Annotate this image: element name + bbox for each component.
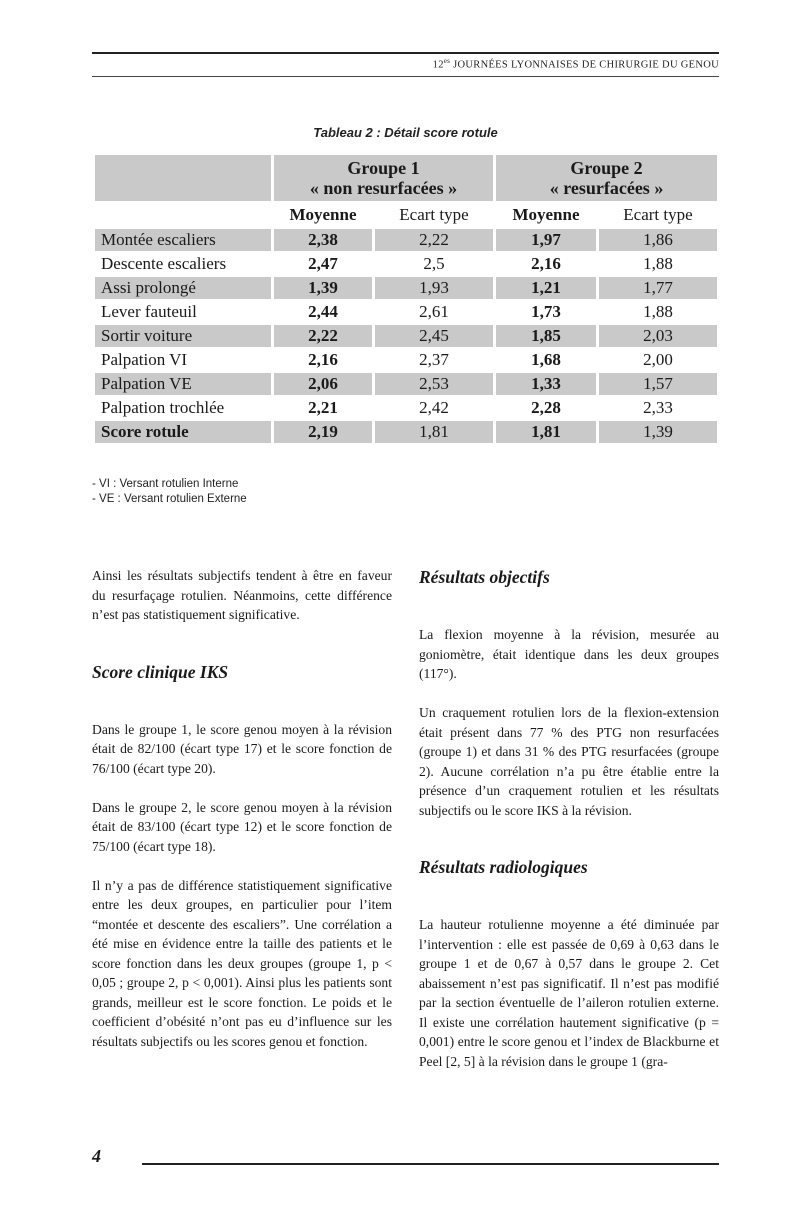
row-label: Palpation VE (95, 373, 271, 395)
table-row (95, 253, 717, 275)
group1-ecart-value: 2,5 (423, 254, 445, 273)
table-row (95, 421, 717, 443)
row-label: Palpation trochlée (101, 398, 225, 417)
group1-ecart-header: Ecart type (399, 205, 469, 224)
group2-moyenne-value: 1,68 (531, 350, 561, 369)
paragraph: La hauteur rotulienne moyenne a été diminuée par l’intervention : elle est passée de 0,69 à 0,63 dans le groupe 1 et de 0,67 à 0,57 dans le groupe 2. Cet abaissement n’est pas significatif. Il n’est pas modifié par la section éventuelle de l’aileron rotulien externe. Il existe une corrélation hautement significative (p = 0,001) entre le score genou et l’index de Blackburne et Peel [2, 5] à la révision dans le groupe 1 (gra- (419, 917, 719, 1069)
group2-ecart-value: 1,57 (599, 373, 717, 395)
running-header (433, 57, 719, 71)
group1-subtitle: « non resurfacées » (309, 178, 458, 198)
group1-moyenne-value: 1,39 (274, 277, 372, 299)
group1-header (274, 155, 493, 201)
table-row (95, 277, 717, 299)
intro-paragraph: Ainsi les résultats subjectifs tendent à être en faveur du resurfaçage rotulien. Néanmoins, cette différence n’est pas statistiquement significative. (92, 568, 392, 622)
table-row (95, 373, 717, 395)
row-label: Palpation VI (101, 350, 188, 369)
header-rule-top (92, 52, 719, 54)
group2-title: Groupe 2 (570, 158, 643, 178)
group1-ecart-value: 2,61 (419, 302, 449, 321)
table-note: - VI : Versant rotulien Interne (92, 478, 239, 490)
paragraph: Dans le groupe 2, le score genou moyen à la révision était de 83/100 (écart type 12) et le score fonction de 75/100 (écart type 18). (92, 799, 392, 854)
group2-moyenne-value: 2,28 (531, 398, 561, 417)
paragraph: La flexion moyenne à la révision, mesurée au goniomètre, était identique dans les deux groupes (117°). (419, 627, 719, 681)
table-row (95, 397, 717, 419)
group1-moyenne-value: 2,22 (274, 325, 372, 347)
page-number: 4 (92, 1146, 101, 1166)
footer-rule (142, 1163, 719, 1165)
section-heading-objectifs: Résultats objectifs (419, 567, 550, 587)
group1-ecart-value: 1,93 (375, 277, 493, 299)
group2-subtitle: « resurfacées » (549, 178, 664, 198)
group2-ecart-header: Ecart type (623, 205, 693, 224)
row-label: Lever fauteuil (101, 302, 197, 321)
table-subheader-row (95, 203, 717, 227)
group1-ecart-value: 2,42 (419, 398, 449, 417)
section-heading-radiologiques: Résultats radiologiques (419, 857, 588, 877)
table-group-header-row (95, 155, 717, 201)
paragraph: Il n’y a pas de différence statistiquement significative entre les deux groupes, en particulier pour l’item “montée et descente des escaliers”. Une corrélation a été mise en évidence entre la taille des patients et le score fonction dans les deux groupes (groupe 1, p < 0,05 ; groupe 2, p < 0,001). Ainsi plus les patients sont grands, meilleur est le score fonction. Le poids et le coefficient d’obésité n’ont pas eu d’influence sur les résultats subjectifs ou les scores genou et fonction. (92, 877, 392, 1049)
group1-moyenne-header: Moyenne (289, 205, 357, 224)
row-label: Score rotule (95, 421, 271, 443)
row-label: Montée escaliers (95, 229, 271, 251)
group2-moyenne-value: 1,97 (496, 229, 596, 251)
group1-moyenne-value: 2,38 (274, 229, 372, 251)
header-rule-bottom (92, 76, 719, 77)
group2-moyenne-value: 1,21 (496, 277, 596, 299)
paragraph: Dans le groupe 1, le score genou moyen à la révision était de 82/100 (écart type 17) et le score fonction de 76/100 (écart type 20). (92, 721, 392, 776)
group1-moyenne-value: 2,19 (274, 421, 372, 443)
group2-header (496, 155, 717, 201)
group2-ecart-value: 2,33 (643, 398, 673, 417)
group2-ecart-value: 1,86 (599, 229, 717, 251)
table-row (95, 301, 717, 323)
group1-moyenne-value: 2,16 (308, 350, 338, 369)
group2-ecart-value: 1,77 (599, 277, 717, 299)
row-label: Assi prolongé (95, 277, 271, 299)
table-corner-cell (95, 155, 271, 201)
group1-ecart-value: 1,81 (375, 421, 493, 443)
group1-ecart-value: 2,45 (375, 325, 493, 347)
group2-moyenne-value: 1,81 (496, 421, 596, 443)
row-label: Descente escaliers (101, 254, 227, 273)
score-rotule-table (92, 153, 720, 445)
group2-moyenne-value: 1,85 (496, 325, 596, 347)
section-heading-iks: Score clinique IKS (92, 661, 229, 682)
left-column (92, 566, 392, 1071)
table-row (95, 229, 717, 251)
group2-moyenne-value: 2,16 (531, 254, 561, 273)
group2-ecart-value: 1,88 (643, 302, 673, 321)
header-number: 12 (432, 59, 444, 71)
header-text: JOURNÉES LYONNAISES DE CHIRURGIE DU GENOU (450, 59, 719, 71)
group1-moyenne-value: 2,44 (308, 302, 338, 321)
group2-ecart-value: 1,39 (599, 421, 717, 443)
paragraph: Un craquement rotulien lors de la flexion-extension était présent dans 77 % des PTG non resurfacées (groupe 1) et dans 31 % des PTG resurfacées (groupe 2). Aucune corrélation n’a pu être établie entre la présence d’un craquement rotulien et les résultats subjectifs ou le score IKS à la révision. (419, 705, 719, 818)
group1-ecart-value: 2,22 (375, 229, 493, 251)
group2-ecart-value: 1,88 (643, 254, 673, 273)
table-notes (92, 477, 247, 507)
right-column (419, 566, 719, 1091)
table-row (95, 349, 717, 371)
group2-moyenne-value: 1,33 (496, 373, 596, 395)
group1-ecart-value: 2,37 (419, 350, 449, 369)
table-row (95, 325, 717, 347)
table-note: - VE : Versant rotulien Externe (92, 493, 247, 505)
group2-moyenne-header: Moyenne (512, 205, 580, 224)
header-superscript: es (443, 57, 451, 65)
row-label: Sortir voiture (95, 325, 271, 347)
group1-moyenne-value: 2,06 (274, 373, 372, 395)
group1-moyenne-value: 2,21 (308, 398, 338, 417)
group1-moyenne-value: 2,47 (308, 254, 338, 273)
group2-ecart-value: 2,00 (643, 350, 673, 369)
table-caption: Tableau 2 : Détail score rotule (313, 125, 498, 140)
group1-title: Groupe 1 (347, 158, 420, 178)
group1-ecart-value: 2,53 (375, 373, 493, 395)
table-subheader-blank (95, 203, 271, 227)
group2-ecart-value: 2,03 (599, 325, 717, 347)
group2-moyenne-value: 1,73 (531, 302, 561, 321)
